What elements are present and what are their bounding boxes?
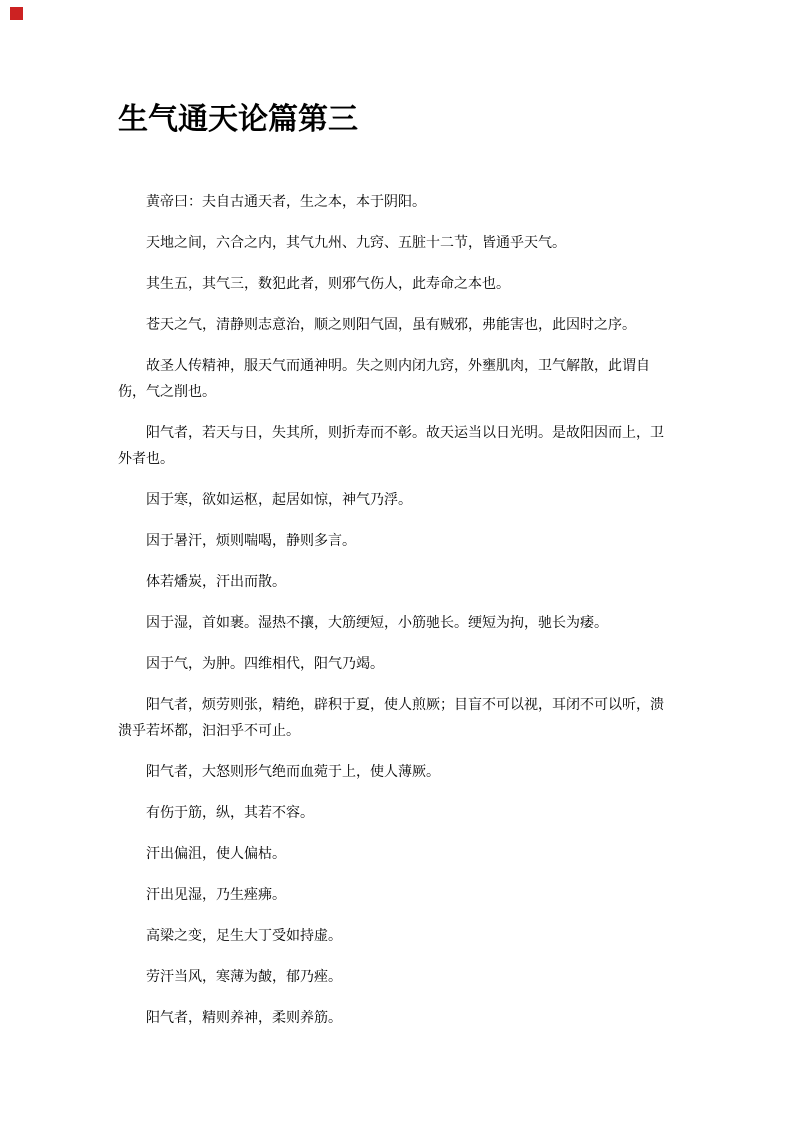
paragraph: 体若燔炭，汗出而散。 (146, 575, 286, 590)
paragraph: 故圣人传精神，服天气而通神明。失之则内闭九窍，外壅肌肉，卫气解散，此谓自伤，气之削也。 (118, 359, 650, 400)
paragraph: 劳汗当风，寒薄为皶，郁乃痤。 (146, 970, 342, 985)
paragraph: 阳气者，大怒则形气绝而血菀于上，使人薄厥。 (146, 765, 440, 780)
paragraph: 有伤于筋，纵，其若不容。 (146, 806, 314, 821)
paragraph: 因于气，为肿。四维相代，阳气乃竭。 (146, 657, 384, 672)
paragraph: 天地之间，六合之内，其气九州、九窍、五脏十二节，皆通乎天气。 (146, 236, 566, 251)
paragraph: 阳气者，烦劳则张，精绝，辟积于夏，使人煎厥；目盲不可以视，耳闭不可以听，溃溃乎若坏都，汩汩乎不可止。 (118, 698, 664, 739)
paragraph: 阳气者，精则养神，柔则养筋。 (146, 1011, 342, 1026)
paragraph: 高梁之变，足生大丁受如持虚。 (146, 929, 342, 944)
red-corner-marker (10, 7, 23, 20)
paragraph: 黄帝曰：夫自古通天者，生之本，本于阴阳。 (146, 195, 426, 210)
paragraph: 因于湿，首如裹。湿热不攘，大筋绠短，小筋驰长。绠短为拘，驰长为痿。 (146, 616, 608, 631)
paragraph: 汗出偏沮，使人偏枯。 (146, 847, 286, 862)
paragraph: 因于暑汗，烦则喘喝，静则多言。 (146, 534, 356, 549)
paragraph: 苍天之气，清静则志意治，顺之则阳气固，虽有贼邪，弗能害也，此因时之序。 (146, 318, 636, 333)
paragraph: 因于寒，欲如运枢，起居如惊，神气乃浮。 (146, 493, 412, 508)
paragraph: 其生五，其气三，数犯此者，则邪气伤人，此寿命之本也。 (146, 277, 510, 292)
paragraph: 汗出见湿，乃生痤疿。 (146, 888, 286, 903)
paragraph: 阳气者，若天与日，失其所，则折寿而不彰。故天运当以日光明。是故阳因而上，卫外者也。 (118, 426, 664, 467)
page-title: 生气通天论篇第三 (118, 103, 358, 136)
